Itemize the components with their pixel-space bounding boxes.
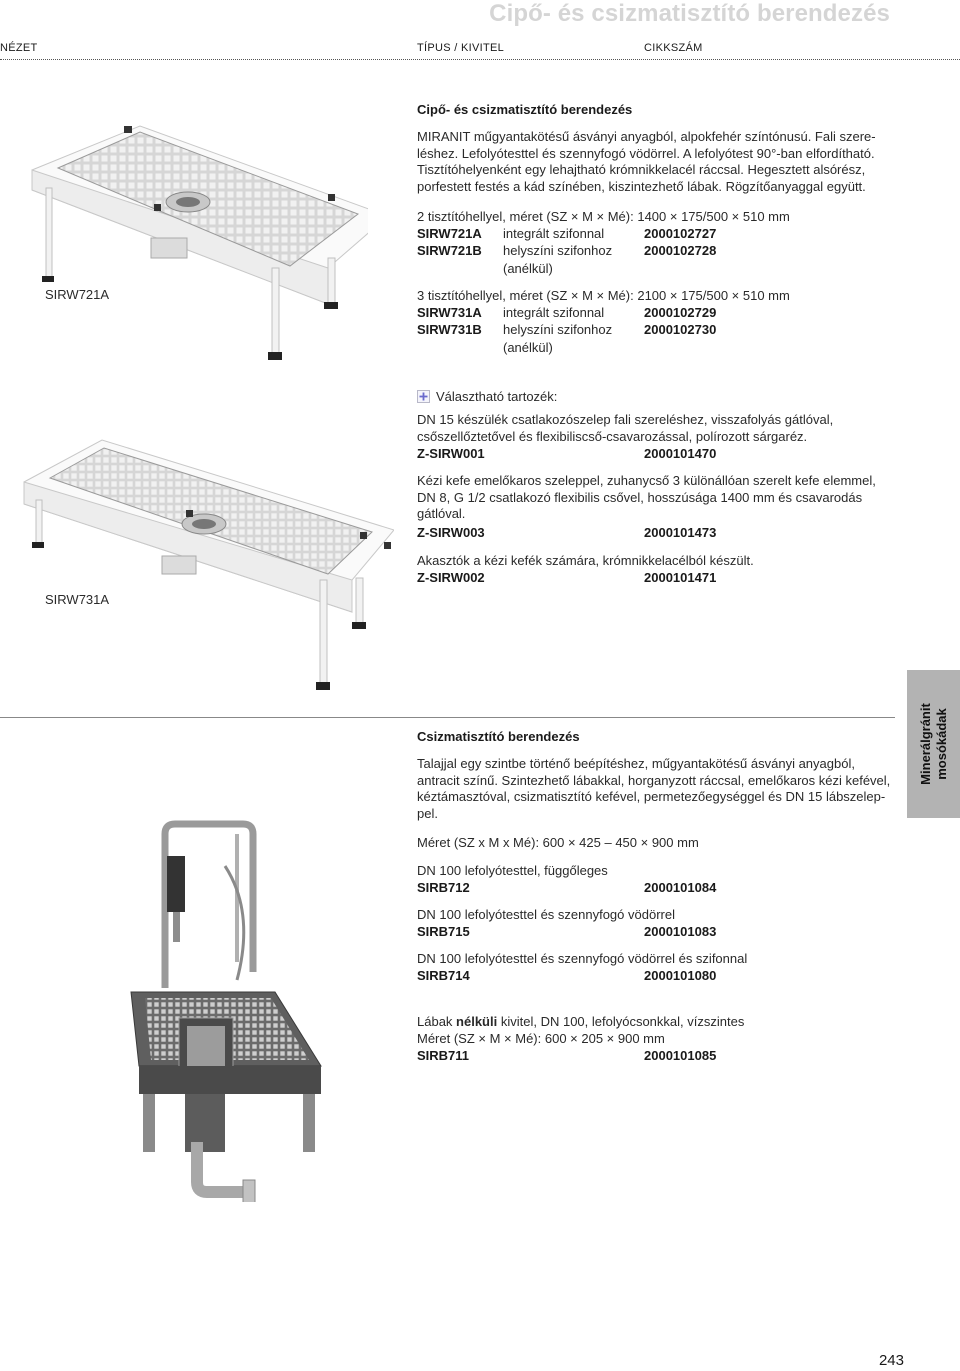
item-number: 2000102727 [644, 226, 717, 241]
header-divider [0, 59, 960, 60]
column-header-item-number: CIKKSZÁM [644, 42, 703, 54]
item-number: 2000101084 [644, 880, 717, 895]
section2-desc-line: antracit színű. Szintezhető lábakkal, horganyzott ráccsal, emelőkaros kézi kefével, [417, 772, 891, 788]
variant-note: (anélkül) [503, 340, 553, 355]
variant-desc: DN 100 lefolyótesttel és szennyfogó vödörrel [417, 907, 675, 922]
product-code: Z-SIRW001 [417, 446, 485, 461]
product-code: SIRW731B [417, 322, 482, 337]
image-label-sirw731a: SIRW731A [45, 592, 110, 607]
product-code: SIRB714 [417, 968, 470, 983]
variant-desc: helyszíni szifonhoz [503, 243, 613, 258]
section2-description [417, 756, 897, 822]
section2-heading: Csizmatisztító berendezés [417, 729, 580, 744]
variant-desc-emphasis: nélküli [456, 1014, 498, 1029]
product-code: SIRB711 [417, 1048, 470, 1063]
accessories-heading: Választható tartozék: [436, 389, 558, 404]
item-number: 2000101085 [644, 1048, 717, 1063]
product-code: SIRB715 [417, 924, 470, 939]
section2-size: Méret (SZ x M x Mé): 600 × 425 – 450 × 900 mm [417, 835, 699, 850]
accessory-desc-line: Kézi kefe emelőkaros szeleppel, zuhanycső 3 különállóan szerelt kefe elemmel, [417, 473, 876, 488]
column-header-type: TÍPUS / KIVITEL [417, 42, 505, 54]
sirw731a-product-image [22, 432, 394, 694]
section1-desc-line: porfestett festés a kád színében, kiszintezhető lábak. Rögzítőanyaggal együtt. [417, 178, 866, 194]
variant-desc-text: kivitel, DN 100, lefolyócsonkkal, vízszintes [497, 1014, 745, 1029]
section-divider [0, 717, 895, 718]
boot-cleaner-product-image [125, 812, 325, 1202]
item-number: 2000101083 [644, 924, 717, 939]
accessory-3-desc [417, 553, 887, 570]
side-tab-line: mosókádak [933, 708, 949, 780]
product-code: SIRB712 [417, 880, 470, 895]
page-number: 243 [878, 1352, 904, 1369]
plus-icon [417, 390, 430, 403]
item-number: 2000101470 [644, 446, 717, 461]
item-number: 2000102730 [644, 322, 717, 337]
section1-description [417, 129, 887, 195]
item-number: 2000101473 [644, 525, 717, 540]
accessory-1-desc [417, 412, 887, 445]
variant-size: Méret (SZ × M × Mé): 600 × 205 × 900 mm [417, 1031, 665, 1046]
accessory-desc-line: csőszellőztetővel és flexibiliscső-csavarozással, polírozott sárgaréz. [417, 428, 808, 444]
variant-desc: DN 100 lefolyótesttel, függőleges [417, 863, 608, 878]
product-code: Z-SIRW002 [417, 570, 485, 585]
item-number: 2000102728 [644, 243, 717, 258]
item-number: 2000101471 [644, 570, 717, 585]
size-3-stations: 3 tisztítóhellyel, méret (SZ × M × Mé): 2100 × 175/500 × 510 mm [417, 288, 790, 303]
section2-desc-line: pel. [417, 805, 438, 821]
variant-desc: helyszíni szifonhoz [503, 322, 613, 337]
section1-desc-line: MIRANIT műgyantakötésű ásványi anyagból, alpokfehér színtónusú. Fali szere- [417, 129, 876, 144]
item-number: 2000102729 [644, 305, 717, 320]
accessory-desc-line: DN 15 készülék csatlakozószelep fali szereléshez, visszafolyás gátlóval, [417, 412, 834, 427]
product-code: SIRW721B [417, 243, 482, 258]
variant-desc: integrált szifonnal [503, 226, 605, 241]
variant-desc-text: Lábak [417, 1014, 457, 1029]
accessory-2-desc [417, 473, 887, 523]
section1-desc-line: léshez. Lefolyótesttel és szennyfogó vödörrel. A lefolyótest 90°-ban elfordítható. [417, 145, 875, 161]
side-tab-line: Minerálgránit [917, 703, 933, 785]
section2-desc-line: kéztámasztóval, csizmatisztító kefével, permetezőegységgel és DN 15 lábszelep- [417, 789, 886, 804]
side-category-tab [907, 670, 960, 818]
variant-desc: DN 100 lefolyótesttel és szennyfogó vödörrel és szifonnal [417, 951, 748, 966]
variant-desc [417, 1014, 744, 1031]
accessory-desc-line: DN 8, G 1/2 csatlakozó flexibilis csővel, hosszúsága 1400 mm és csavarodás [417, 489, 863, 505]
product-code: Z-SIRW003 [417, 525, 485, 540]
product-code: SIRW721A [417, 226, 482, 241]
sirw721a-product-image [28, 118, 368, 370]
page-title: Cipő- és csizmatisztító berendezés [489, 0, 890, 27]
image-label-sirw721a: SIRW721A [45, 287, 110, 302]
section1-desc-line: Tisztítóhelyenként egy lehajtható krómnikkelacél ráccsal. Hegesztett alsórész, [417, 162, 866, 177]
section1-heading: Cipő- és csizmatisztító berendezés [417, 102, 633, 117]
accessory-desc-line: Akasztók a kézi kefék számára, krómnikkelacélból készült. [417, 553, 754, 568]
column-header-view: NÉZET [0, 42, 38, 54]
section2-desc-line: Talajjal egy szintbe történő beépítéshez, műgyantakötésű ásványi anyagból, [417, 756, 855, 771]
item-number: 2000101080 [644, 968, 717, 983]
accessory-desc-line: gátlóval. [417, 506, 466, 521]
product-code: SIRW731A [417, 305, 482, 320]
size-2-stations: 2 tisztítóhellyel, méret (SZ × M × Mé): 1400 × 175/500 × 510 mm [417, 209, 790, 224]
variant-note: (anélkül) [503, 261, 553, 276]
variant-desc: integrált szifonnal [503, 305, 605, 320]
